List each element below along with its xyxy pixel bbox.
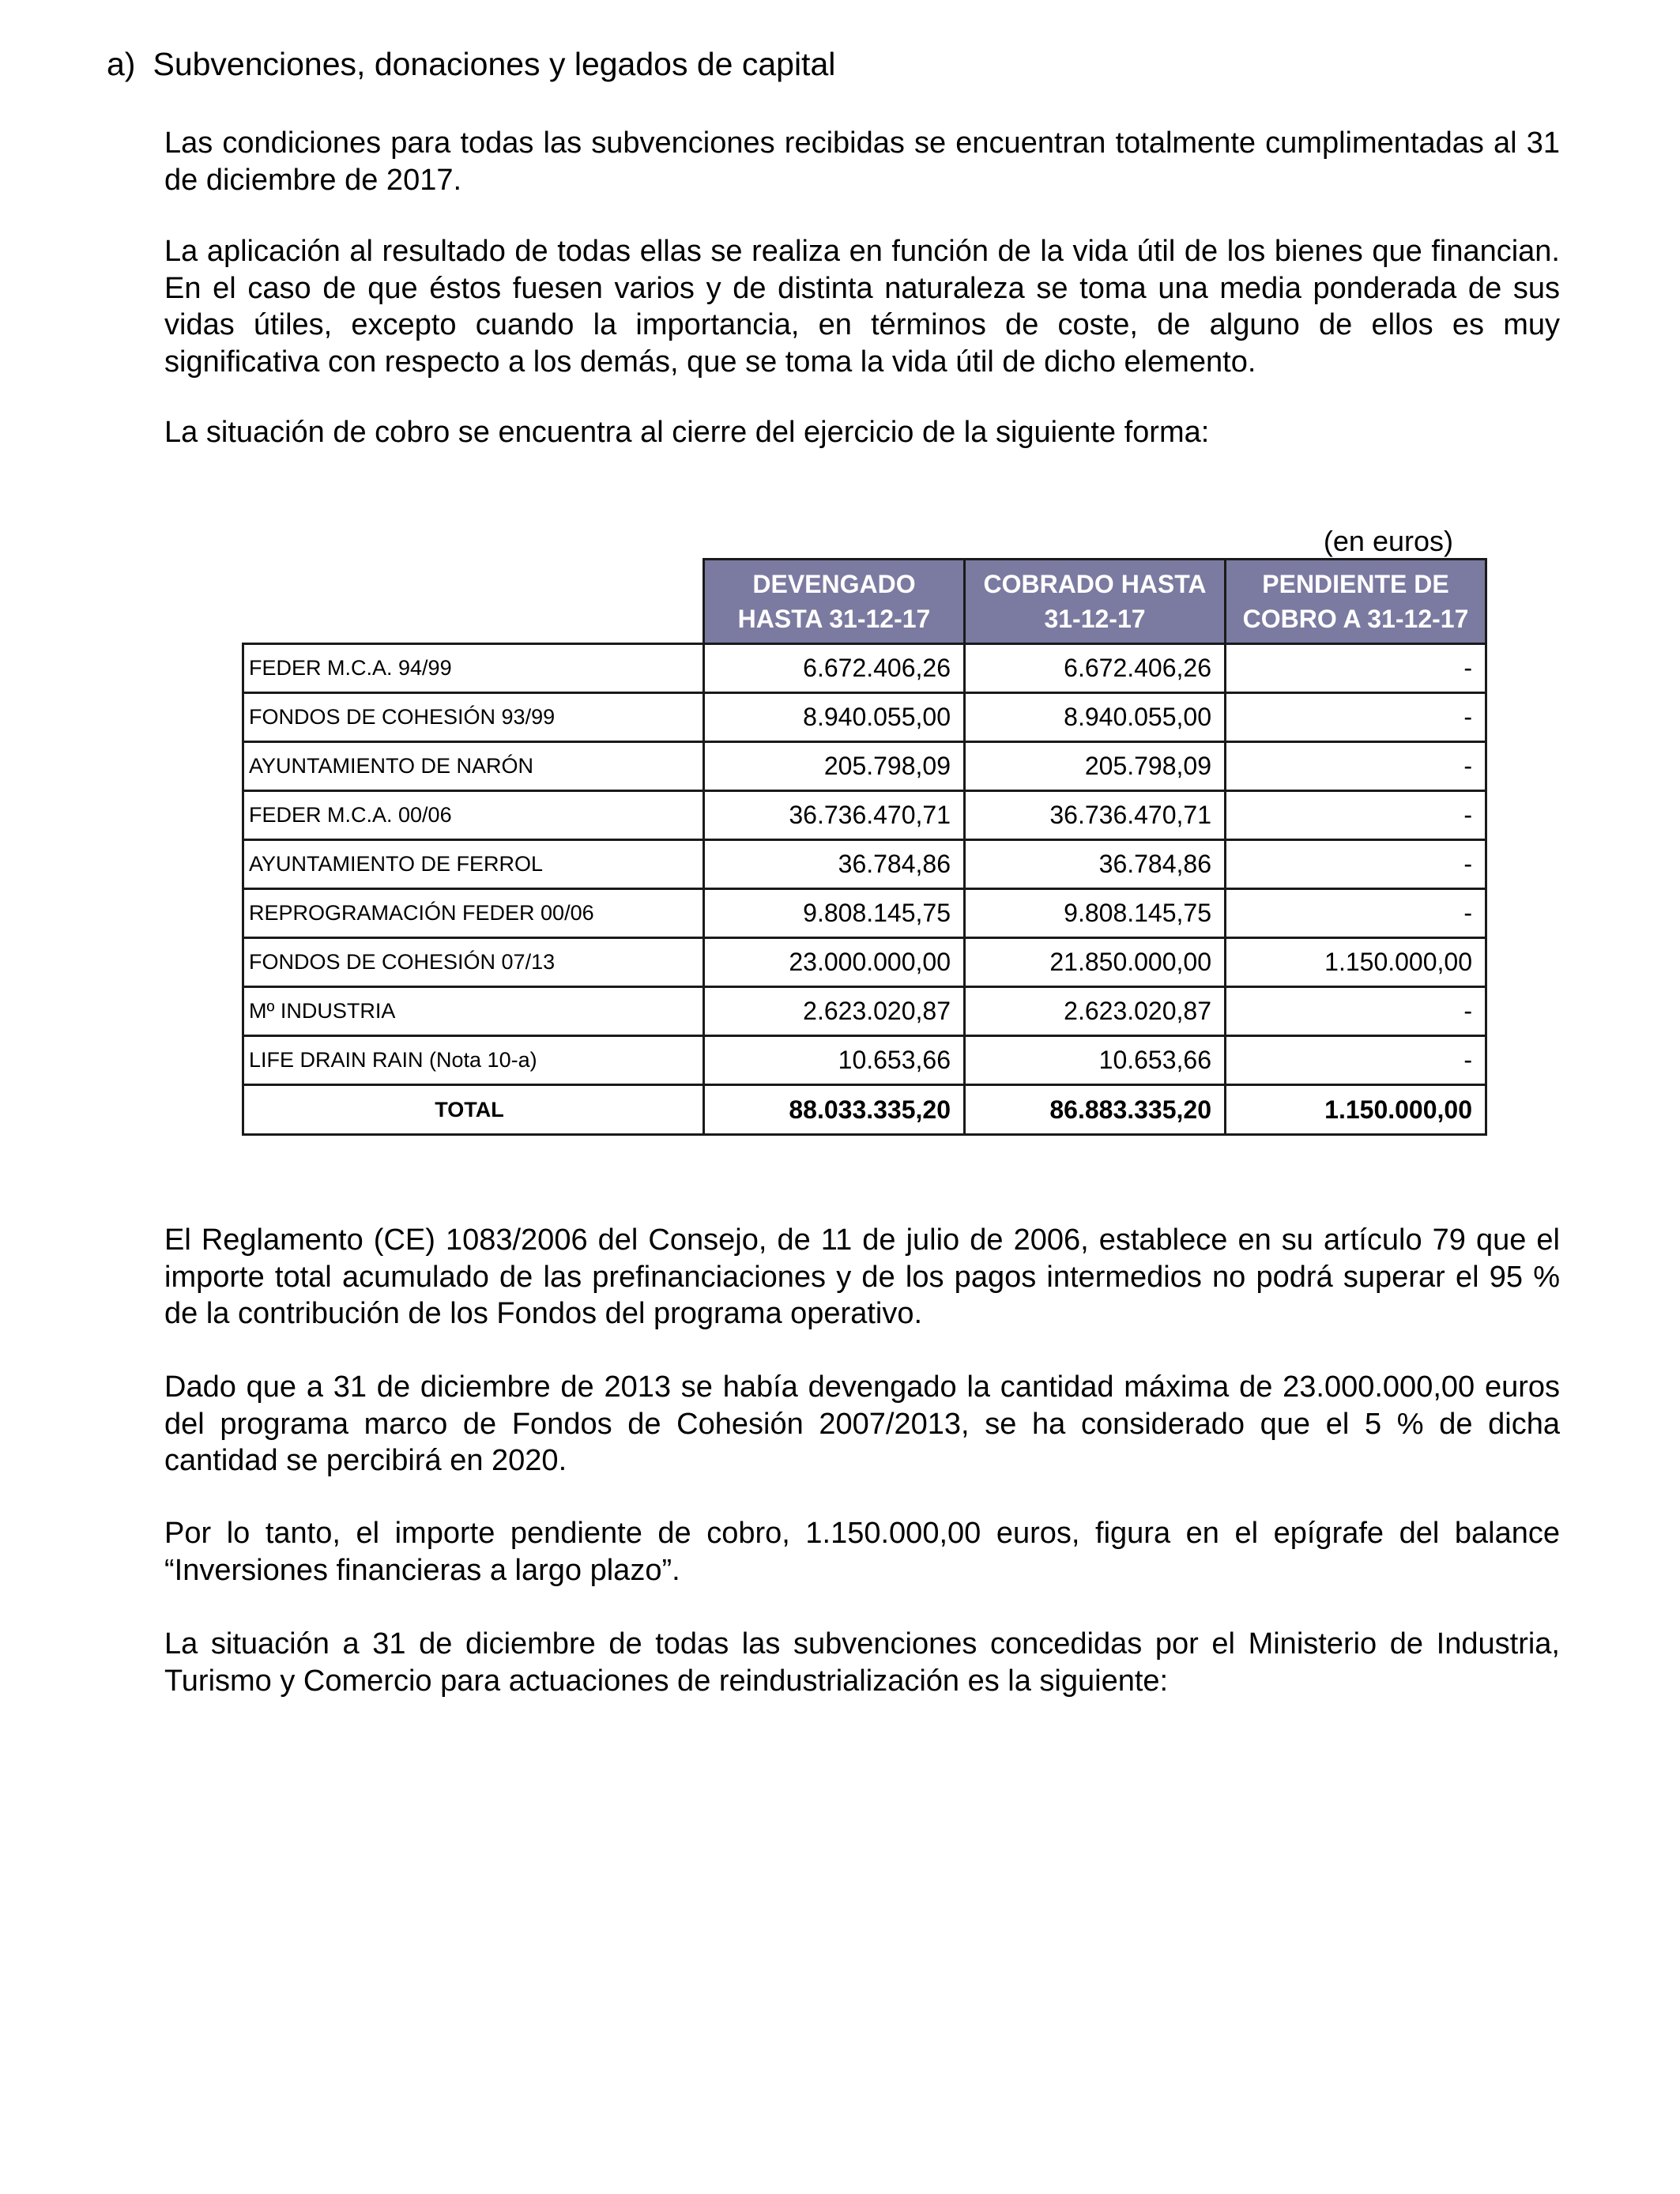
cobrado-cell: 36.784,86 [965,840,1226,889]
header-devengado: DEVENGADO HASTA 31-12-17 [704,560,965,644]
table-row [243,693,1486,742]
table-row [243,1036,1486,1085]
cobrado-cell: 2.623.020,87 [965,987,1226,1036]
table-total-row [243,1085,1486,1135]
row-label: AYUNTAMIENTO DE FERROL [243,840,704,889]
row-label: FEDER M.C.A. 00/06 [243,791,704,840]
row-label: AYUNTAMIENTO DE NARÓN [243,742,704,791]
table-row [243,840,1486,889]
devengado-cell: 205.798,09 [704,742,965,791]
total-label: TOTAL [243,1085,704,1135]
pendiente-cell: - [1226,742,1486,791]
pendiente-cell: - [1226,840,1486,889]
row-label: FEDER M.C.A. 94/99 [243,644,704,693]
header-pendiente: PENDIENTE DE COBRO A 31-12-17 [1226,560,1486,644]
devengado-cell: 23.000.000,00 [704,938,965,987]
paragraph-ministry: La situación a 31 de diciembre de todas las subvenciones concedidas por el Ministerio de Industria, Turismo y Comercio para actuaciones de reindustrialización es la siguiente: [164,1627,1560,1698]
total-cobrado: 86.883.335,20 [965,1085,1226,1135]
row-label: FONDOS DE COHESIÓN 07/13 [243,938,704,987]
devengado-cell: 8.940.055,00 [704,693,965,742]
pendiente-cell: - [1226,693,1486,742]
paragraph-pending: Por lo tanto, el importe pendiente de cobro, 1.150.000,00 euros, figura en el epígrafe del balance “Inversiones financieras a largo plazo”. [164,1517,1560,1587]
devengado-cell: 36.784,86 [704,840,965,889]
pendiente-cell: - [1226,1036,1486,1085]
table-header-row [243,560,1486,644]
devengado-cell: 2.623.020,87 [704,987,965,1036]
cobrado-cell: 9.808.145,75 [965,889,1226,938]
pendiente-cell: - [1226,791,1486,840]
paragraph-accrued: Dado que a 31 de diciembre de 2013 se había devengado la cantidad máxima de 23.000.000,00 euros del programa marco de Fondos de Cohesión 2007/2013, se ha considerado que el 5 % de dicha cantidad se percibirá en 2020. [164,1370,1560,1477]
cobrado-cell: 36.736.470,71 [965,791,1226,840]
table-row [243,644,1486,693]
header-empty-cell [243,560,704,644]
devengado-cell: 36.736.470,71 [704,791,965,840]
paragraph-collection-intro: La situación de cobro se encuentra al cierre del ejercicio de la siguiente forma: [164,416,1210,449]
table-row [243,791,1486,840]
total-devengado: 88.033.335,20 [704,1085,965,1135]
table-unit-label: (en euros) [1323,525,1453,557]
cobrado-cell: 205.798,09 [965,742,1226,791]
subsidies-table [242,558,1487,1136]
table-row [243,987,1486,1036]
cobrado-cell: 21.850.000,00 [965,938,1226,987]
header-cobrado: COBRADO HASTA 31-12-17 [965,560,1226,644]
devengado-cell: 9.808.145,75 [704,889,965,938]
cobrado-cell: 6.672.406,26 [965,644,1226,693]
cobrado-cell: 10.653,66 [965,1036,1226,1085]
paragraph-regulation: El Reglamento (CE) 1083/2006 del Consejo, de 11 de julio de 2006, establece en su artículo 79 que el importe total acumulado de las prefinanciaciones y de los pagos intermedios no podrá superar el 95 % de la contribución de los Fondos del programa operativo. [164,1223,1560,1330]
total-pendiente: 1.150.000,00 [1226,1085,1486,1135]
pendiente-cell: - [1226,889,1486,938]
paragraph-conditions: Las condiciones para todas las subvenciones recibidas se encuentran totalmente cumplimentadas al 31 de diciembre de 2017. [164,126,1560,197]
cobrado-cell: 8.940.055,00 [965,693,1226,742]
row-label: LIFE DRAIN RAIN (Nota 10-a) [243,1036,704,1085]
paragraph-application: La aplicación al resultado de todas ellas se realiza en función de la vida útil de los bienes que financian. En el caso de que éstos fuesen varios y de distinta naturaleza se toma una media ponderada de sus vidas útiles, excepto cuando la importancia, en términos de coste, de alguno de ellos es muy significativa con respecto a los demás, que se toma la vida útil de dicho elemento. [164,235,1560,379]
devengado-cell: 10.653,66 [704,1036,965,1085]
pendiente-cell: 1.150.000,00 [1226,938,1486,987]
row-label: FONDOS DE COHESIÓN 93/99 [243,693,704,742]
table-row [243,938,1486,987]
table-row [243,889,1486,938]
row-label: REPROGRAMACIÓN FEDER 00/06 [243,889,704,938]
pendiente-cell: - [1226,987,1486,1036]
row-label: Mº INDUSTRIA [243,987,704,1036]
section-heading [107,46,835,83]
table-row [243,742,1486,791]
section-letter: a) [107,46,136,82]
pendiente-cell: - [1226,644,1486,693]
devengado-cell: 6.672.406,26 [704,644,965,693]
section-title: Subvenciones, donaciones y legados de capital [153,46,836,82]
